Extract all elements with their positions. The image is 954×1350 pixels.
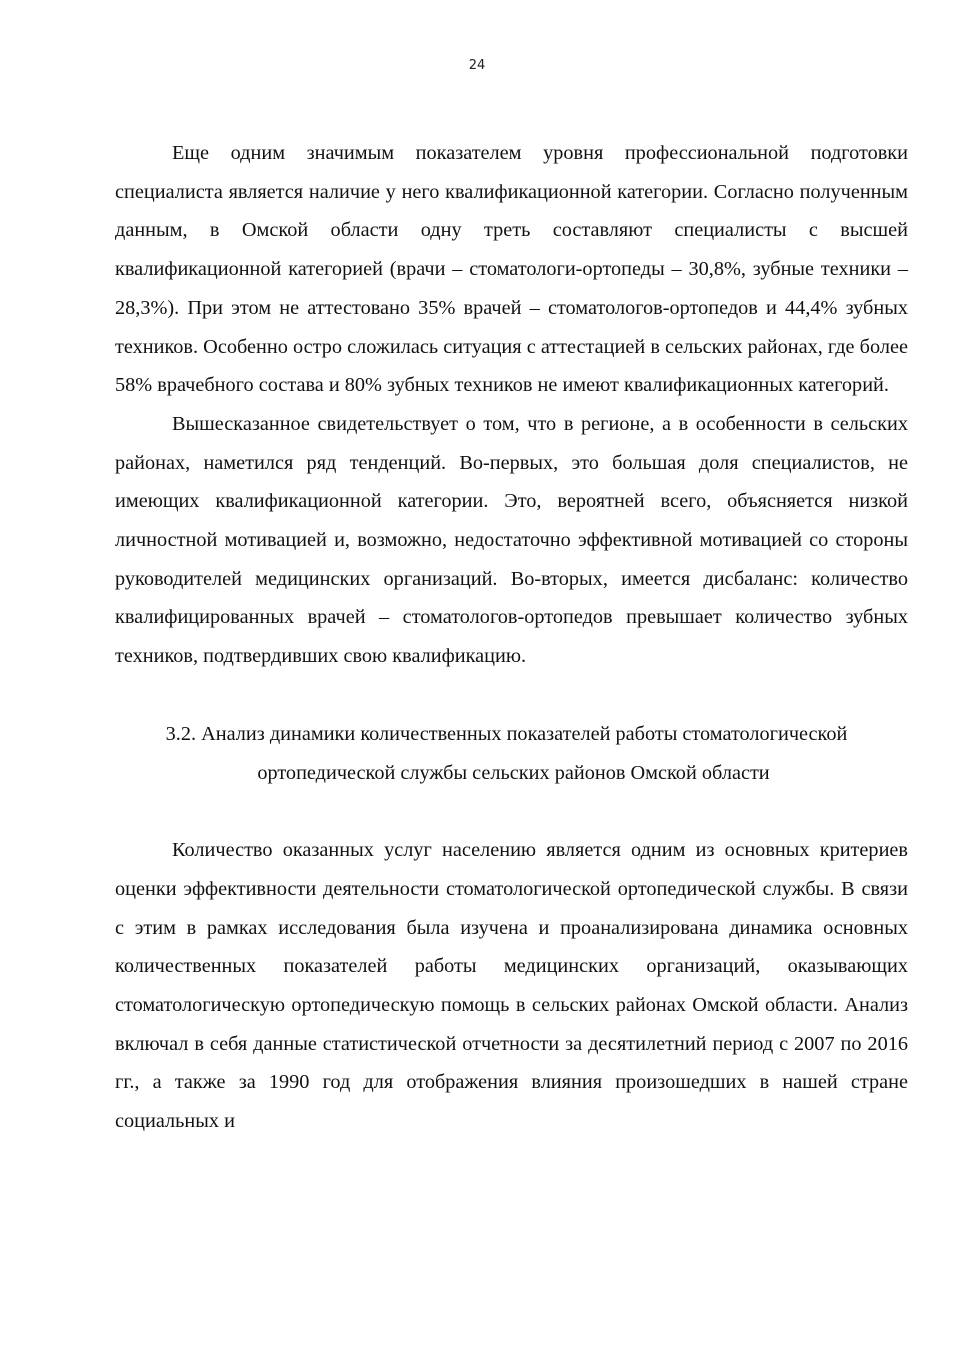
section-heading	[115, 715, 908, 792]
paragraph-qualification-category: Еще одним значимым показателем уровня профессиональной подготовки специалиста является наличие у него квалификационной категории. Согласно полученным данным, в Омской области одну треть составляют специалисты с высшей квалификационной категорией (врачи – стоматологи-ортопеды – 30,8%, зубные техники – 28,3%). При этом не аттестовано 35% врачей – стоматологов-ортопедов и 44,4% зубных техников. Особенно остро сложилась ситуация с аттестацией в сельских районах, где более 58% врачебного состава и 80% зубных техников не имеют квалификационных категорий.	[115, 142, 908, 397]
section-heading-line-2: ортопедической службы сельских районов Омской области	[257, 761, 770, 784]
page-content	[115, 134, 908, 1141]
paragraph-services-count: Количество оказанных услуг населению является одним из основных критериев оценки эффективности деятельности стоматологической ортопедической службы. В связи с этим в рамках исследования была изучена и проанализирована динамика основных количественных показателей работы медицинских организаций, оказывающих стоматологическую ортопедическую помощь в сельских районах Омской области. Анализ включал в себя данные статистической отчетности за десятилетний период с 2007 по 2016 гг., а также за 1990 год для отображения влияния произошедших в нашей стране социальных и	[115, 839, 908, 1133]
paragraph-trends: Вышесказанное свидетельствует о том, что в регионе, а в особенности в сельских районах, наметился ряд тенденций. Во-первых, это большая доля специалистов, не имеющих квалификационной категории. Это, вероятней всего, объясняется низкой личностной мотивацией и, возможно, недостаточно эффективной мотивацией со стороны руководителей медицинских организаций. Во-вторых, имеется дисбаланс: количество квалифицированных врачей – стоматологов-ортопедов превышает количество зубных техников, подтвердивших свою квалификацию.	[115, 412, 908, 668]
page-number: 24	[468, 58, 486, 73]
section-heading-line-1: 3.2. Анализ динамики количественных показателей работы стоматологической	[165, 722, 848, 745]
